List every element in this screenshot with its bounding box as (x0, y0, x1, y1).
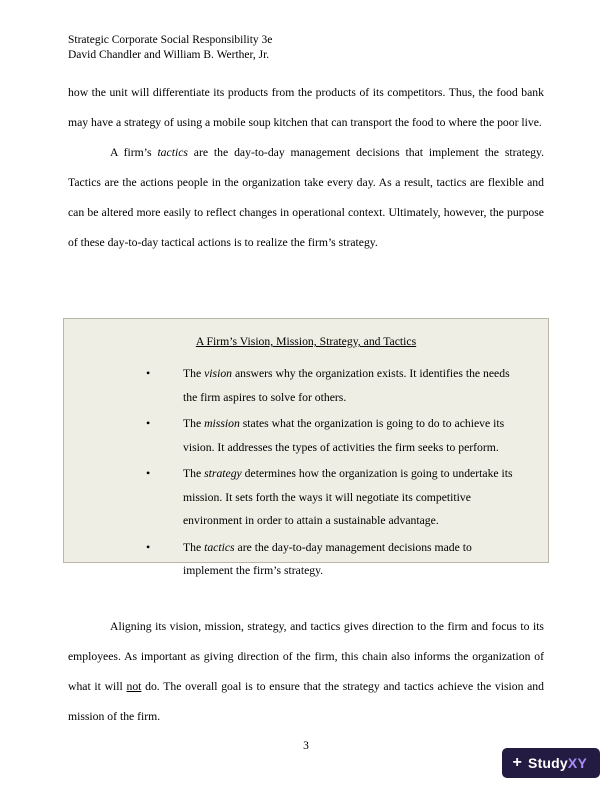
bullet-icon: • (146, 416, 151, 430)
paragraph-3-part1: Aligning its vision, mission, strategy, and tactics gives direction to the firm and focus to its employees. As important as giving direction of the firm, this chain also informs the organization of what it will (68, 619, 544, 693)
list-item-post: determines how the organization is going to undertake its mission. It sets forth the ways it will negotiate its competitive environment in order to attain a sustainable advantage. (183, 467, 513, 527)
body-text-bottom (68, 600, 544, 743)
paragraph-2 (68, 138, 544, 258)
callout-list (64, 362, 548, 583)
header-line-authors: David Chandler and William B. Werther, Jr. (68, 48, 270, 61)
header-line-title: Strategic Corporate Social Responsibility 3e (68, 34, 273, 46)
callout-title: A Firm’s Vision, Mission, Strategy, and Tactics (195, 335, 417, 348)
plus-icon: + (512, 754, 523, 771)
list-item-pre: The (183, 540, 205, 554)
studyxy-watermark (502, 748, 600, 778)
document-header (68, 33, 272, 62)
list-item (78, 362, 518, 409)
list-item-post: answers why the organization exists. It identifies the needs the firm aspires to solve for others. (183, 367, 510, 404)
bullet-icon: • (146, 539, 151, 554)
list-item-pre: The (183, 367, 205, 380)
paragraph-2-pre: A firm’s (110, 146, 158, 159)
bullet-icon: • (146, 466, 151, 480)
list-item-pre: The (183, 467, 205, 480)
list-item-post: states what the organization is going to do to achieve its vision. It addresses the types of activities the firm seeks to perform. (183, 417, 505, 454)
list-item-pre: The (183, 417, 205, 430)
paragraph-3 (68, 612, 544, 732)
paragraph-2-post: are the day-to-day management decisions that implement the strategy. Tactics are the actions people in the organization take every day. As a result, tactics are flexible and can be altered more easily to reflect changes in operational context. Ultimately, however, the purpose of these day-to-day tactical actions is to realize the firm’s strategy. (68, 146, 545, 249)
callout-box (63, 318, 549, 577)
paragraph-1: how the unit will differentiate its products from the products of its competitors. Thus, the food bank may have a strategy of using a mobile soup kitchen that can transport the food to where the poor live. (68, 86, 544, 129)
bullet-icon: • (146, 366, 151, 380)
paragraph-2-emphasis: tactics (157, 146, 188, 159)
list-item (78, 462, 518, 533)
page-number: 3 (303, 740, 309, 752)
watermark-label (528, 755, 587, 771)
paragraph-3-part2: do. The overall goal is to ensure that the strategy and tactics achieve the vision and mission of the firm. (68, 679, 544, 723)
list-item-emphasis: tactics (204, 540, 235, 554)
list-item-emphasis: vision (204, 367, 233, 380)
list-item-emphasis: mission (204, 417, 240, 430)
list-item-emphasis: strategy (204, 467, 242, 480)
paragraph-3-underlined: not (126, 679, 142, 693)
watermark-study: Study (528, 755, 568, 771)
body-text-top (68, 78, 544, 258)
list-item (78, 536, 518, 583)
watermark-xy: XY (567, 755, 587, 771)
list-item-post: are the day-to-day management decisions made to implement the firm’s strategy. (183, 540, 472, 577)
list-item (78, 412, 518, 459)
